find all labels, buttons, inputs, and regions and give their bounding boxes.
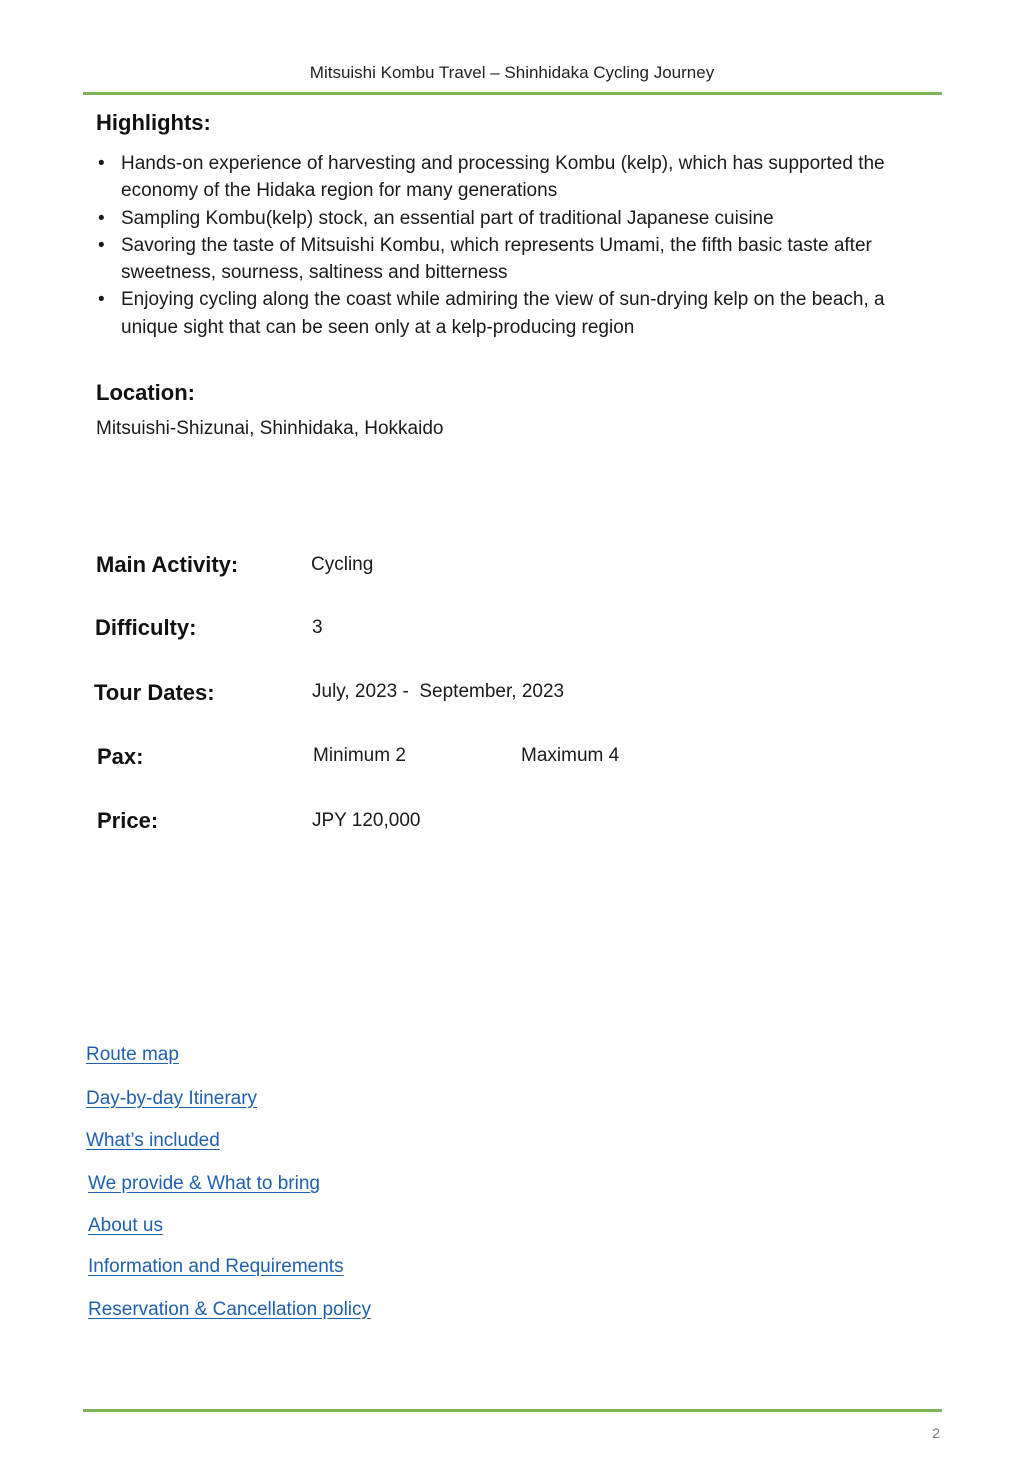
link-itinerary[interactable]: Day-by-day Itinerary [86, 1088, 258, 1109]
difficulty-label: Difficulty: [95, 615, 197, 640]
link-about-us[interactable]: About us [88, 1215, 163, 1236]
link-provide-bring[interactable]: We provide & What to bring [88, 1173, 320, 1194]
tour-dates-label: Tour Dates: [94, 680, 215, 705]
main-activity-label: Main Activity: [96, 552, 239, 577]
highlights-list [96, 150, 936, 341]
highlight-item: • Sampling Kombu(kelp) stock, an essential part of traditional Japanese cuisine [96, 205, 936, 232]
location-value: Mitsuishi-Shizunai, Shinhidaka, Hokkaido [96, 418, 444, 439]
pax-minimum: Minimum 2 [313, 745, 406, 766]
main-activity-value: Cycling [311, 554, 374, 575]
header-divider [83, 92, 942, 95]
link-reservation-cancellation[interactable]: Reservation & Cancellation policy [88, 1299, 372, 1320]
price-label: Price: [97, 808, 159, 833]
price-value: JPY 120,000 [312, 810, 421, 831]
tour-dates-value: July, 2023 - September, 2023 [312, 681, 565, 702]
link-route-map[interactable]: Route map [86, 1044, 179, 1065]
footer-divider [83, 1409, 942, 1412]
link-information-requirements[interactable]: Information and Requirements [88, 1256, 344, 1277]
highlight-item: • Savoring the taste of Mitsuishi Kombu, which represents Umami, the fifth basic taste after sweetness, sourness, saltiness and bitterness [96, 232, 936, 287]
location-heading: Location: [96, 380, 195, 405]
page-number: 2 [932, 1425, 940, 1441]
highlight-item: • Enjoying cycling along the coast while admiring the view of sun-drying kelp on the beach, a unique sight that can be seen only at a kelp-producing region [96, 286, 936, 341]
link-whats-included[interactable]: What’s included [86, 1130, 220, 1151]
highlights-heading: Highlights: [96, 110, 211, 135]
document-title: Mitsuishi Kombu Travel – Shinhidaka Cycling Journey [309, 63, 715, 82]
pax-maximum: Maximum 4 [521, 745, 620, 766]
pax-label: Pax: [97, 744, 144, 769]
highlight-item: • Hands-on experience of harvesting and processing Kombu (kelp), which has supported the economy of the Hidaka region for many generations [96, 150, 936, 205]
difficulty-value: 3 [312, 617, 323, 638]
